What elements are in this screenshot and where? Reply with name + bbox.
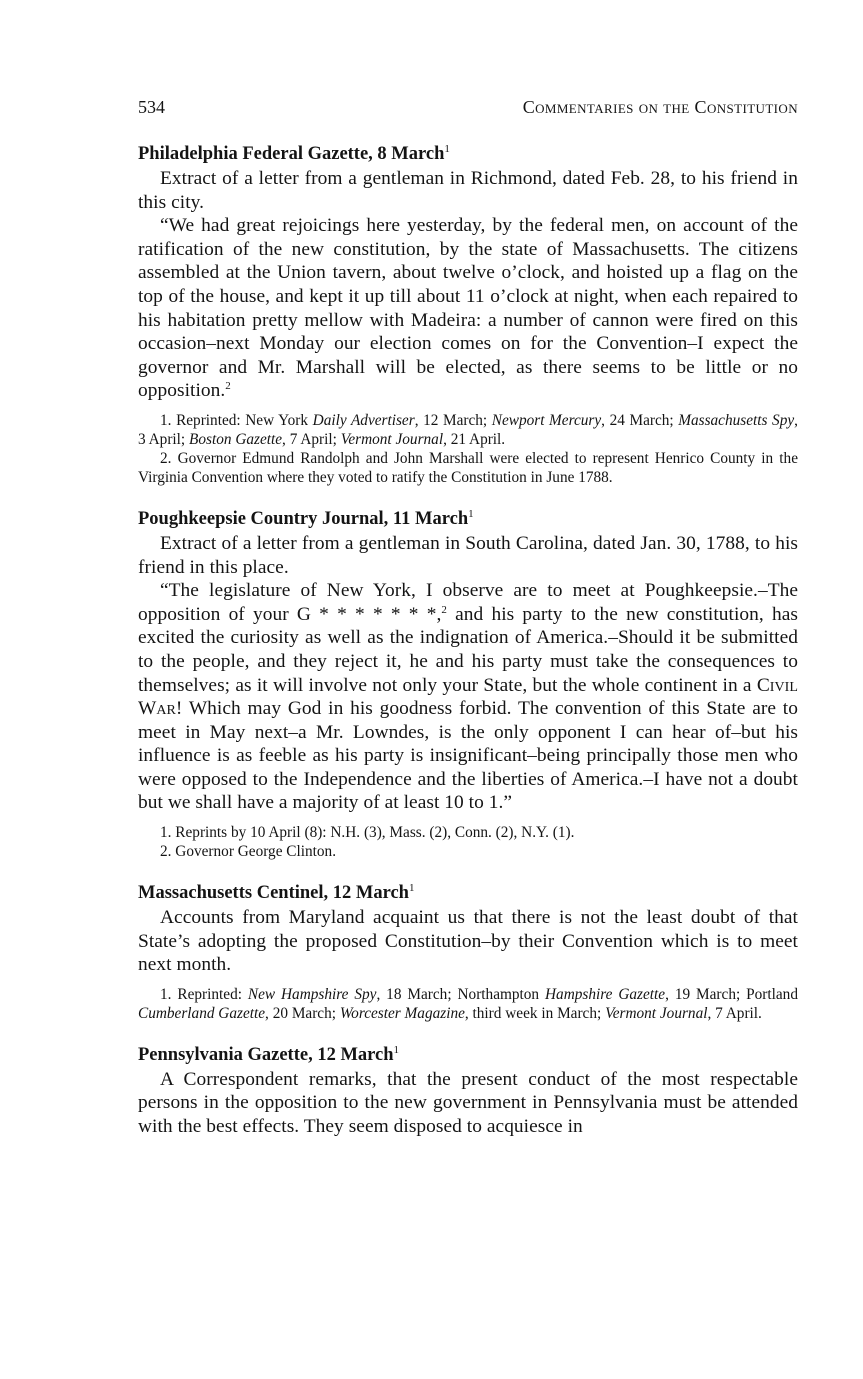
footnote-1	[138, 411, 798, 449]
paragraph	[138, 214, 798, 403]
note-text: 1. Reprinted: New York	[160, 411, 313, 429]
paragraph-text: “We had great rejoicings here yesterday, by the federal men, on account of the ratification of the new constitution, by the state of Massachusetts. The citizens assembled at the Union tavern, about twelve o’clock, and hoisted up a flag on the top of the house, and kept it up till about 11 o’clock at night, when each repaired to his habitation pretty mellow with Madeira: a number of cannon were fired on this occasion–next Monday our election comes on for the Convention–I expect the governor and Mr. Marshall will be elected, as there seems to be little or no opposition.	[138, 215, 798, 402]
newspaper-title: Cumberland Gazette	[138, 1004, 266, 1022]
newspaper-title: Boston Gazette	[189, 430, 283, 448]
note-text: , 12 March;	[414, 411, 492, 429]
footnote-ref: 1	[468, 507, 474, 520]
section-poughkeepsie-country-journal	[138, 507, 798, 861]
newspaper-title: Newport Mercury	[491, 411, 602, 429]
newspaper-title: Worcester Magazine	[339, 1004, 465, 1022]
section-heading	[138, 881, 798, 905]
footnote-1	[138, 985, 798, 1023]
footnote-ref: 1	[393, 1043, 400, 1056]
note-text: , 18 March; Northampton	[376, 985, 545, 1003]
newspaper-title: Hampshire Gazette	[545, 985, 666, 1003]
footnote-1: 1. Reprints by 10 April (8): N.H. (3), Mass. (2), Conn. (2), N.Y. (1).	[160, 824, 575, 842]
section-heading	[138, 507, 798, 531]
note-text: , 7 April.	[707, 1004, 762, 1022]
newspaper-title: New Hampshire Spy	[247, 985, 377, 1003]
small-caps-text: Civil War	[138, 674, 798, 720]
footnotes	[138, 823, 798, 861]
newspaper-title: Vermont Journal	[340, 430, 444, 448]
footnote-ref: 2	[441, 603, 447, 616]
section-heading-text: Philadelphia Federal Gazette, 8 March	[138, 144, 445, 164]
page-number: 534	[138, 97, 165, 117]
newspaper-title: Massachusetts Spy	[678, 411, 795, 429]
note-text: 1. Reprinted:	[160, 985, 248, 1003]
paragraph: Extract of a letter from a gentleman in South Carolina, dated Jan. 30, 1788, to his friend in this place.	[138, 532, 798, 578]
running-head	[138, 94, 798, 120]
paragraph: A Correspondent remarks, that the present conduct of the most respectable persons in the opposition to the new government in Pennsylvania must be attended with the best effects. They seem disposed to acquiesce in	[138, 1068, 798, 1138]
section-heading	[138, 142, 798, 166]
paragraph-text: and his party to the new constitution, has excited the curiosity as well as the indignation of America.–Should it be submitted to the people, and they reject it, he and his party must take the consequences to themselves; as it will involve not only your State, but the whole continent in a	[138, 603, 798, 696]
footnote-ref: 2	[225, 380, 231, 393]
note-text: , third week in March;	[464, 1004, 606, 1022]
newspaper-title: Vermont Journal	[605, 1004, 708, 1022]
footnotes	[138, 985, 798, 1023]
note-text: , 3 April;	[138, 411, 798, 448]
note-text: , 7 April;	[282, 430, 341, 448]
newspaper-title: Daily Advertiser	[312, 411, 415, 429]
section-philadelphia-federal-gazette	[138, 142, 798, 487]
note-text: , 21 April.	[443, 430, 506, 448]
footnote-2: 2. Governor George Clinton.	[160, 843, 337, 861]
paragraph: Extract of a letter from a gentleman in Richmond, dated Feb. 28, to his friend in this city.	[138, 168, 798, 213]
section-massachusetts-centinel	[138, 881, 798, 1023]
section-heading	[138, 1043, 798, 1067]
footnote-ref: 1	[408, 882, 415, 895]
paragraph: Accounts from Maryland acquaint us that there is not the least doubt of that State’s adopting the proposed Constitution–by their Convention which is to meet next month.	[138, 907, 798, 976]
note-text: , 19 March; Portland	[665, 985, 798, 1003]
section-pennsylvania-gazette	[138, 1043, 798, 1139]
section-heading-text: Pennsylvania Gazette, 12 March	[138, 1044, 394, 1065]
note-text: , 24 March;	[601, 411, 679, 429]
note-text: , 20 March;	[265, 1004, 340, 1022]
paragraph-quote	[138, 579, 798, 815]
paragraph-text: “The legislature of New York, I observe are to meet at Poughkeepsie.–The opposition of your G * * * * * * *,	[138, 580, 798, 625]
section-heading-text: Poughkeepsie Country Journal, 11 March	[138, 508, 469, 529]
footnote-2: 2. Governor Edmund Randolph and John Marshall were elected to represent Henrico County in the Virginia Convention where they voted to ratify the Constitution in June 1788.	[138, 449, 798, 486]
section-heading-text: Massachusetts Centinel, 12 March	[138, 883, 409, 904]
footnotes	[138, 411, 798, 487]
running-title: Commentaries on the Constitution	[522, 97, 798, 117]
footnote-ref: 1	[444, 143, 450, 155]
paragraph-text: ! Which may God in his goodness forbid. The convention of this State are to meet in May next–a Mr. Lowndes, is the only opponent I can hear of–but his influence is as feeble as his party is insignificant–being principally those men who were opposed to the Independence and the liberties of America.–I have not a doubt but we shall have a majority of at least 10 to 1.”	[138, 698, 798, 814]
book-page	[138, 94, 798, 1159]
